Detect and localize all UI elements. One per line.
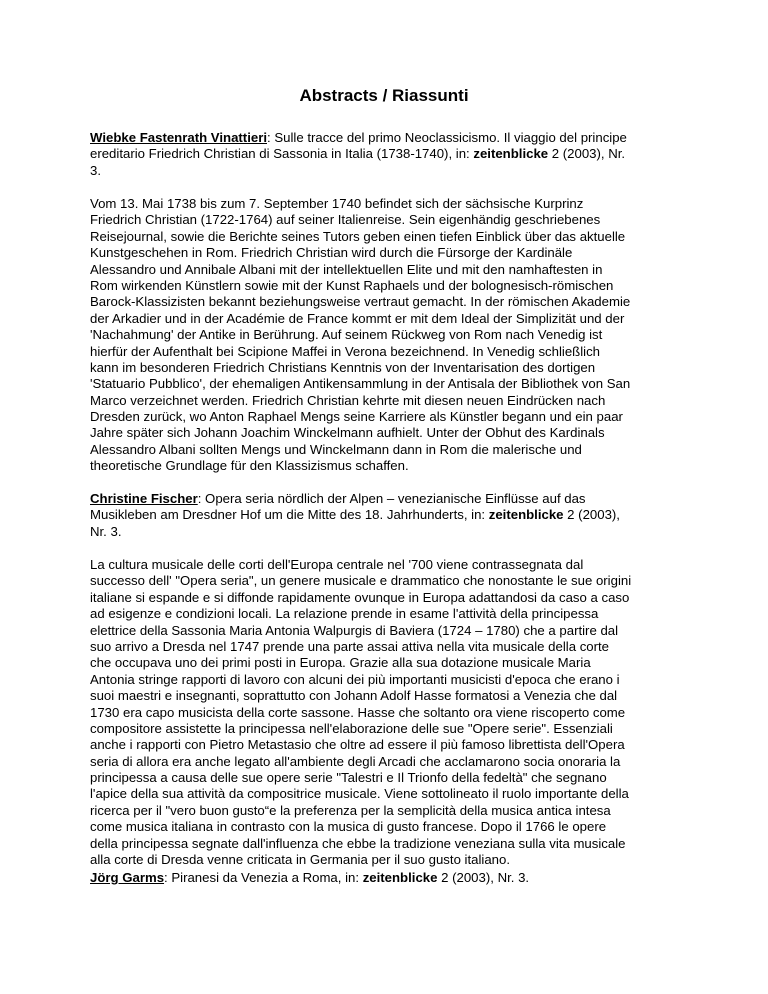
abstract-line: Vom 13. Mai 1738 bis zum 7. September 1740 befindet sich der sächsische Kurprinz bbox=[90, 196, 584, 211]
journal-name: zeitenblicke bbox=[362, 870, 438, 885]
abstract-line: 'Nachahmung' der Antike in Berührung. Auf seinem Rückweg von Rom nach Venedig ist bbox=[90, 327, 603, 343]
abstract-line: ad esigenze e condizioni locali. La relazione prende in esame l'attività della principessa bbox=[90, 606, 599, 622]
abstract-line: compositore assistette la principessa nell'elaborazione delle sue "Opere serie". Essenziali bbox=[90, 720, 613, 736]
abstract-line: La cultura musicale delle corti dell'Europa centrale nel '700 viene contrassegnata dal bbox=[90, 557, 584, 572]
abstract-line: Friedrich Christian (1722-1764) auf seiner Italienreise. Sein eigenhändig geschriebenes bbox=[90, 212, 601, 228]
abstract-line: der Arkadier und in der Académie de France kommt er mit dem Ideal der Simplizität und der bbox=[90, 310, 625, 326]
author-name: Jörg Garms bbox=[90, 870, 165, 885]
abstract-line: suoi maestri e insegnanti, soprattutto con Johann Adolf Hasse formatosi a Venezia che dal bbox=[90, 688, 618, 704]
abstract-line: principessa a causa delle sue opere serie "Talestri e Il Trionfo della fedeltà" che segnano bbox=[90, 770, 607, 786]
abstract-line: Dresden zurück, wo Anton Raphael Mengs seine Karriere als Künstler begann und ein paar bbox=[90, 409, 623, 425]
abstract-line: 1730 era capo musicista della corte sassone. Hasse che soltanto ora viene riscoperto come bbox=[90, 704, 626, 720]
abstract-line: Alessandro und Annibale Albani mit der intellektuellen Elite und mit den namhaftesten in bbox=[90, 261, 603, 277]
abstract-line: della principessa segnate dall'influenza che ebbe la tradizione veneziana sulla vita musicale bbox=[90, 835, 626, 851]
abstract-fastenrath bbox=[90, 196, 690, 475]
citation-fastenrath: Wiebke Fastenrath Vinattieri: Sulle tracce del primo Neoclassicismo. Il viaggio del principe ereditario Friedrich Christian di Sassonia in Italia (1738-1740), in: zeitenblicke 2 (2003), Nr. 3. bbox=[90, 130, 627, 178]
abstract-line: Marco verzeichnet werden. Friedrich Christian kehrte mit diesen neuen Eindrücken nach bbox=[90, 392, 606, 408]
abstract-line: 'Statuario Pubblico', der ehemaligen Antikensammlung in der Antisala der Bibliothek von San bbox=[90, 376, 631, 392]
citation-fischer: Christine Fischer: Opera seria nördlich der Alpen – venezianische Einflüsse auf das Musikleben am Dresdner Hof um die Mitte des 18. Jahrhunderts, in: zeitenblicke 2 (2003), Nr. 3. bbox=[90, 491, 620, 539]
abstract-line: Kunstgeschehen in Rom. Friedrich Christian wird durch die Fürsorge der Kardinäle bbox=[90, 245, 573, 261]
abstract-line: suo arrivo a Dresda nel 1747 prende una parte assai attiva nella vita musicale della corte bbox=[90, 638, 610, 654]
abstract-line: alla corte di Dresda venne criticata in Germania per il suo gusto italiano. bbox=[90, 852, 511, 868]
abstract-line: hierfür der Aufenthalt bei Scipione Maffei in Verona bezeichnend. In Venedig schließlich bbox=[90, 343, 601, 359]
author-name: Christine Fischer bbox=[90, 491, 198, 506]
abstract-line: l'apice della sua attività da compositrice musicale. Viene sottolineato il ruolo importante della bbox=[90, 786, 629, 802]
abstract-line: theoretische Grundlage für den Klassizismus schaffen. bbox=[90, 458, 409, 474]
abstract-line: che occupava uno dei primi posti in Europa. Grazie alla sua dotazione musicale Maria bbox=[90, 655, 591, 671]
abstract-line: elettrice della Sassonia Maria Antonia Walpurgis di Baviera (1724 – 1780) che a partire dal bbox=[90, 622, 619, 638]
abstract-line: kann im besonderen Friedrich Christians Kenntnis von der Inventarisation des dortigen bbox=[90, 359, 596, 375]
abstract-line: Alessandro Albani sollten Mengs und Winckelmann dann in Rom die malerische und bbox=[90, 441, 582, 457]
abstract-line: Antonia stringe rapporti di lavoro con alcuni dei più importanti musicisti d'epoca che erano i bbox=[90, 671, 620, 687]
abstract-line: ricerca per il "vero buon gusto“e la preferenza per la semplicità della musica antica intesa bbox=[90, 802, 611, 818]
abstract-fischer bbox=[90, 557, 690, 868]
abstract-line: Jahre später sich Johann Joachim Winckelmann aufhielt. Unter der Obhut des Kardinals bbox=[90, 425, 605, 441]
abstract-line: successo dell' "Opera seria", un genere musicale e drammatico che nonostante le sue origini bbox=[90, 573, 632, 589]
page-title: Abstracts / Riassunti bbox=[299, 86, 469, 105]
abstract-line: Rom wirkenden Künstlern sowie mit der Kunst Raphaels und der bolognesisch-römischen bbox=[90, 277, 614, 293]
abstract-line: come musica italiana in contrasto con la musica di gusto francese. Dopo il 1766 le opere bbox=[90, 819, 607, 835]
author-name: Wiebke Fastenrath Vinattieri bbox=[90, 130, 267, 145]
abstract-line: italiane si espande e si diffonde rapidamente ovunque in Europa adattandosi da caso a caso bbox=[90, 589, 630, 605]
journal-name: zeitenblicke bbox=[488, 507, 564, 523]
abstract-line: anche i rapporti con Pietro Metastasio che oltre ad essere il più famoso librettista dell'Opera bbox=[90, 737, 625, 753]
abstract-line: Barock-Klassizisten bekannt beziehungsweise vertraut gemacht. In der römischen Akademie bbox=[90, 294, 631, 310]
citation-garms: Jörg Garms: Piranesi da Venezia a Roma, in: zeitenblicke 2 (2003), Nr. 3. bbox=[90, 870, 530, 885]
journal-name: zeitenblicke bbox=[473, 146, 549, 162]
abstract-line: seria di allora era anche legato all'ambiente degli Arcadi che acclamarono socia onoraria la bbox=[90, 753, 621, 769]
abstract-line: Reisejournal, sowie die Berichte seines Tutors geben einen tiefen Einblick über das aktuelle bbox=[90, 228, 626, 244]
